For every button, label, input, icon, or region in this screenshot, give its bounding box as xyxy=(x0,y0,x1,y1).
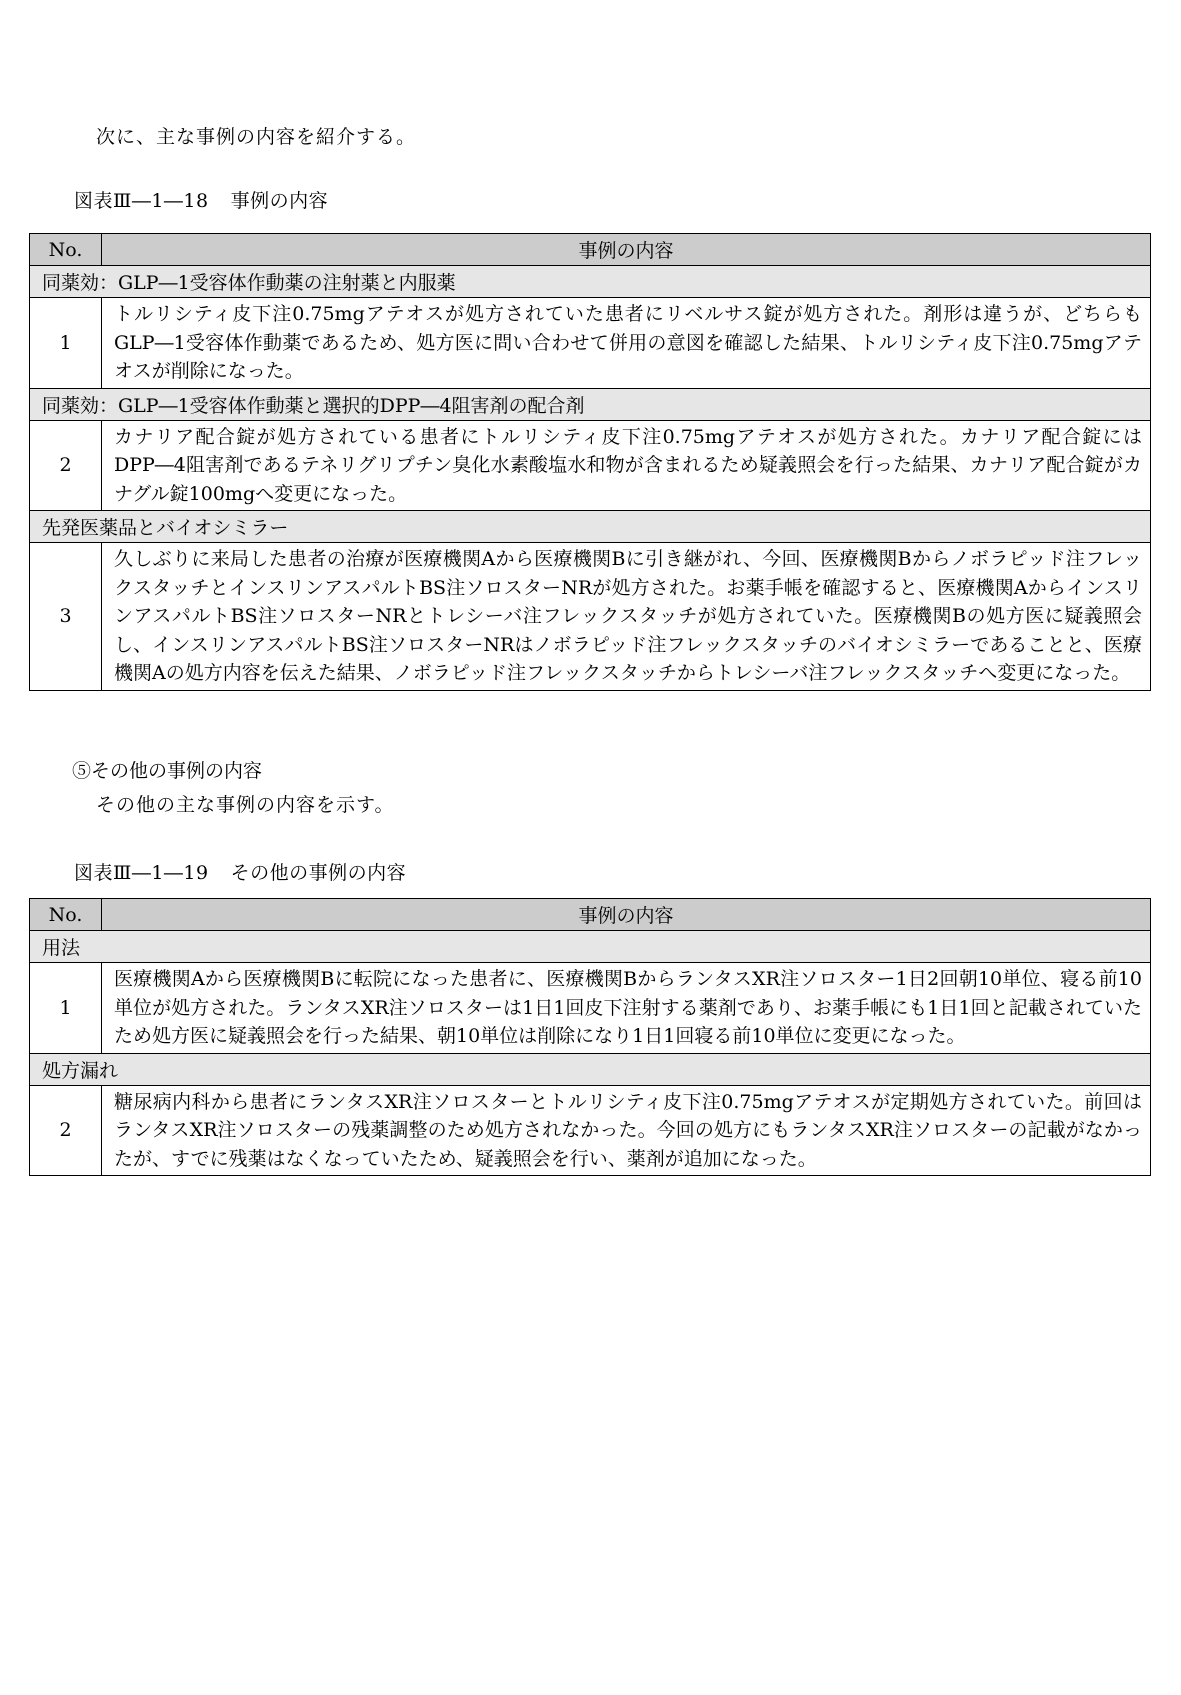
table2-caption-title: その他の事例の内容 xyxy=(230,862,407,884)
section-heading: ⑤その他の事例の内容 xyxy=(72,760,263,782)
table1-header-row xyxy=(30,234,1151,266)
category-label: 同薬効：GLP―1受容体作動薬の注射薬と内服薬 xyxy=(30,266,1151,298)
category-row xyxy=(30,511,1151,543)
table-row xyxy=(30,963,1151,1054)
category-label: 先発医薬品とバイオシミラー xyxy=(30,511,1151,543)
case-number: 2 xyxy=(30,1085,102,1176)
table2-caption-id: 図表Ⅲ―1―19 xyxy=(74,862,209,884)
table1-caption-title: 事例の内容 xyxy=(230,190,329,212)
case-text: 医療機関Aから医療機関Bに転院になった患者に、医療機関BからランタスXR注ソロスター1日2回朝10単位、寝る前10単位が処方された。ランタスXR注ソロスターは1日1回皮下注射する薬剤であり、お薬手帳にも1日1回と記載されていたため処方医に疑義照会を行った結果、朝10単位は削除になり1日1回寝る前10単位に変更になった。 xyxy=(102,963,1151,1054)
table2-caption xyxy=(74,858,406,885)
column-header-no: No. xyxy=(30,899,102,931)
category-label: 処方漏れ xyxy=(30,1053,1151,1085)
column-header-content: 事例の内容 xyxy=(102,899,1151,931)
table2 xyxy=(29,898,1151,1176)
category-row xyxy=(30,266,1151,298)
case-text: トルリシティ皮下注0.75mgアテオスが処方されていた患者にリベルサス錠が処方された。剤形は違うが、どちらもGLP―1受容体作動薬であるため、処方医に問い合わせて併用の意図を確認した結果、トルリシティ皮下注0.75mgアテオスが削除になった。 xyxy=(102,298,1151,389)
table1-caption xyxy=(74,186,328,213)
category-row xyxy=(30,931,1151,963)
table-row xyxy=(30,420,1151,511)
category-label: 用法 xyxy=(30,931,1151,963)
case-number: 1 xyxy=(30,963,102,1054)
table2-header-row xyxy=(30,899,1151,931)
case-text: 糖尿病内科から患者にランタスXR注ソロスターとトルリシティ皮下注0.75mgアテオスが定期処方されていた。前回はランタスXR注ソロスターの残薬調整のため処方されなかった。今回の処方にもランタスXR注ソロスターの記載がなかったが、すでに残薬はなくなっていたため、疑義照会を行い、薬剤が追加になった。 xyxy=(102,1085,1151,1176)
intro-text: 次に、主な事例の内容を紹介する。 xyxy=(96,126,417,148)
case-number: 3 xyxy=(30,543,102,691)
column-header-content: 事例の内容 xyxy=(102,234,1151,266)
table1-caption-id: 図表Ⅲ―1―18 xyxy=(74,190,209,212)
category-label: 同薬効：GLP―1受容体作動薬と選択的DPP―4阻害剤の配合剤 xyxy=(30,388,1151,420)
case-number: 2 xyxy=(30,420,102,511)
table1 xyxy=(29,233,1151,691)
table-row xyxy=(30,1085,1151,1176)
column-header-no: No. xyxy=(30,234,102,266)
table-row xyxy=(30,543,1151,691)
table-row xyxy=(30,298,1151,389)
case-text: カナリア配合錠が処方されている患者にトルリシティ皮下注0.75mgアテオスが処方された。カナリア配合錠にはDPP―4阻害剤であるテネリグリプチン臭化水素酸塩水和物が含まれるため疑義照会を行った結果、カナリア配合錠がカナグル錠100mgへ変更になった。 xyxy=(102,420,1151,511)
category-row xyxy=(30,1053,1151,1085)
category-row xyxy=(30,388,1151,420)
section-subtext: その他の主な事例の内容を示す。 xyxy=(96,794,395,816)
case-number: 1 xyxy=(30,298,102,389)
case-text: 久しぶりに来局した患者の治療が医療機関Aから医療機関Bに引き継がれ、今回、医療機関Bからノボラピッド注フレックスタッチとインスリンアスパルトBS注ソロスターNRが処方された。お薬手帳を確認すると、医療機関AからインスリンアスパルトBS注ソロスターNRとトレシーバ注フレックスタッチが処方されていた。医療機関Bの処方医に疑義照会し、インスリンアスパルトBS注ソロスターNRはノボラピッド注フレックスタッチのバイオシミラーであることと、医療機関Aの処方内容を伝えた結果、ノボラピッド注フレックスタッチからトレシーバ注フレックスタッチへ変更になった。 xyxy=(102,543,1151,691)
